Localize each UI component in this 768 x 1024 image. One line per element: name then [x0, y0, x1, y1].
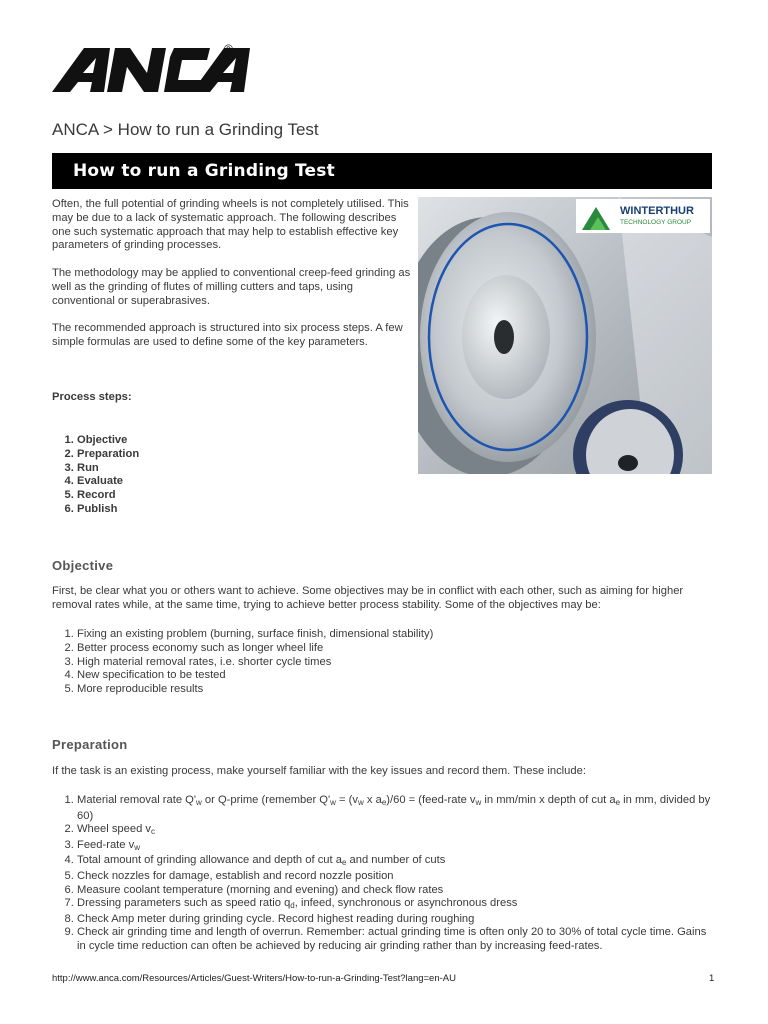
- intro-paragraph-1: Often, the full potential of grinding wheels is not completely utilised. This may be due to a lack of systematic approach. The following describes one such systematic approach that may help to establish effective key parameters of grinding processes.: [52, 198, 409, 252]
- winterthur-brand-sub: TECHNOLOGY GROUP: [620, 219, 692, 226]
- registered-mark: ®: [224, 42, 233, 56]
- list-item: 6. Publish: [77, 503, 139, 517]
- list-item: 2. Preparation: [77, 448, 139, 462]
- list-item: 5. More reproducible results: [77, 683, 717, 697]
- intro-paragraph-3: The recommended approach is structured into six process steps. A few simple formulas are used to define some of the key parameters.: [52, 322, 403, 348]
- list-item: 1. Material removal rate $Q'_w$ or Q-prime (remember $Q'_w = (v_w$ x $a_e)/60$ = (feed-rate $v_w$ in mm/min x depth of cut $a_e$ in mm, divided by 60): [77, 794, 717, 823]
- list-item: 7. Dressing parameters such as speed ratio $q_d$, infeed, synchronous or asynchronous dress: [77, 897, 717, 913]
- preparation-text: If the task is an existing process, make yourself familiar with the key issues and record them. These include:: [52, 765, 586, 777]
- list-item: 3. Feed-rate $v_w$: [77, 839, 717, 855]
- page-title: How to run a Grinding Test: [73, 161, 335, 181]
- list-item: 6. Measure coolant temperature (morning and evening) and check flow rates: [77, 884, 717, 898]
- list-item: 8. Check Amp meter during grinding cycle. Record highest reading during roughing: [77, 913, 717, 927]
- list-item: 3. Run: [77, 462, 139, 476]
- list-item: 4. Evaluate: [77, 475, 139, 489]
- list-item: 2. Better process economy such as longer wheel life: [77, 642, 717, 656]
- preparation-heading: Preparation: [52, 737, 128, 752]
- list-item: 4. New specification to be tested: [77, 669, 717, 683]
- list-item: 3. High material removal rates, i.e. shorter cycle times: [77, 656, 717, 670]
- list-item: 1. Objective: [77, 434, 139, 448]
- objective-text: First, be clear what you or others want to achieve. Some objectives may be in conflict with each other, such as aiming for higher removal rates while, at the same time, trying to achieve better process stability. Some of the objectives may be:: [52, 585, 684, 611]
- list-item: 5. Record: [77, 489, 139, 503]
- breadcrumb: ANCA > How to run a Grinding Test: [52, 120, 319, 139]
- objective-heading: Objective: [52, 558, 114, 573]
- anca-logo: [52, 42, 252, 95]
- list-item: 5. Check nozzles for damage, establish and record nozzle position: [77, 870, 717, 884]
- grinding-wheel-photo: [418, 197, 712, 474]
- list-item: 4. Total amount of grinding allowance and depth of cut $a_e$ and number of cuts: [77, 854, 717, 870]
- footer-url: http://www.anca.com/Resources/Articles/Guest-Writers/How-to-run-a-Grinding-Test?lang=en-AU: [52, 973, 456, 984]
- winterthur-brand-name: WINTERTHUR: [620, 205, 694, 217]
- objectives-list: [52, 628, 717, 697]
- list-item: 1. Fixing an existing problem (burning, surface finish, dimensional stability): [77, 628, 717, 642]
- list-item: 9. Check air grinding time and length of overrun. Remember: actual grinding time is often only 20 to 30% of total cycle time. Gains in cycle time reduction can often be achieved by reducing air grinding rather than by increasing feed-rates.: [77, 926, 717, 953]
- process-steps-label: Process steps:: [52, 391, 132, 403]
- process-steps-list: [52, 434, 139, 517]
- list-item: 2. Wheel speed $v_c$: [77, 823, 717, 839]
- title-banner: [52, 153, 712, 189]
- preparation-list: [52, 794, 717, 954]
- intro-paragraph-2: The methodology may be applied to conventional creep-feed grinding as well as the grinding of flutes of milling cutters and taps, using conventional or superabrasives.: [52, 267, 411, 307]
- page-number: 1: [709, 973, 715, 984]
